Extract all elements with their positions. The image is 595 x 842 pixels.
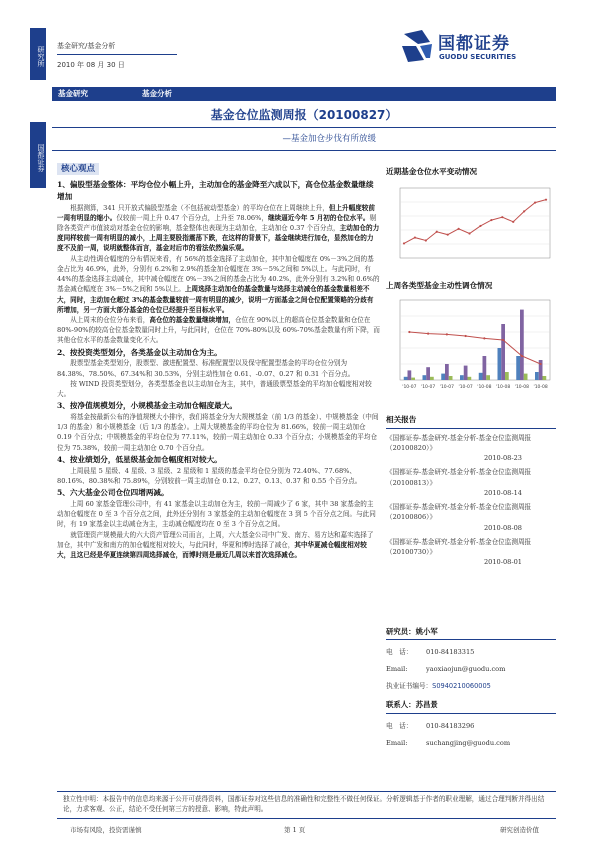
data-point — [468, 232, 470, 234]
related-report-title[interactable]: 《国都证券-基金研究-基金分析-基金仓位监测周报（20100730）》 — [386, 537, 532, 556]
body-paragraph — [57, 466, 380, 486]
chart-active-adjustment — [386, 294, 556, 406]
body-text: 上周晨星 5 星级、4 星级、3 星级、2 星级和 1 星级的基金平均仓位分别为 72.40%、77.68%、80.16%、80.38%和 75.89%，分别较前一周主动加仓 0.12、0.27、0.13、0.37 和 0.55 个百分点。 — [57, 466, 362, 485]
related-report-item[interactable] — [386, 467, 556, 498]
body-paragraph — [57, 530, 380, 561]
body-paragraph — [57, 412, 380, 453]
related-reports — [386, 414, 556, 571]
body-text: 仅较前一周上升 0.47 个百分点，上升至 78.06%， — [116, 213, 268, 222]
body-paragraph — [57, 315, 380, 346]
bar — [464, 366, 468, 380]
emphasis-text: 主动加仓的力度同样较前一周有明显的减小，上周主要股指震荡下跌，在这样的背景下，基金继续进行加仓，显然加仓的力度不及前一周，说明就整体而言，基金对后市的看法依然偏乐观。 — [57, 223, 380, 253]
breadcrumb: 基金研究/基金分析 — [57, 42, 116, 50]
bar — [426, 367, 430, 380]
tick-label: '10-08 — [514, 385, 530, 390]
related-report-date: 2010-08-08 — [483, 523, 522, 532]
tick-label: '10-07 — [402, 385, 417, 390]
report-date: 2010 年 08 月 30 日 — [57, 61, 125, 69]
logo-text-en: GUODU SECURITIES — [439, 53, 517, 61]
chart-frame — [400, 300, 550, 380]
chart1-title: 近期基金仓位水平变动情况 — [386, 167, 478, 176]
body-paragraph — [57, 379, 380, 399]
bar — [404, 377, 408, 380]
main-content — [57, 178, 380, 560]
subtitle-divider — [52, 150, 556, 151]
body-text: 从上周末的仓位分布来看， — [70, 315, 150, 324]
bar — [460, 375, 464, 380]
data-point — [436, 231, 438, 233]
related-report-item[interactable] — [386, 502, 556, 533]
chart2-title: 上周各类型基金主动性调仓情况 — [386, 281, 493, 290]
body-text: 剔除各类资产市值波动对基金仓位的影响，基金整体也表现为主动加仓，主动加仓 0.37 个百分点， — [57, 213, 377, 232]
body-paragraph — [57, 254, 380, 315]
bar — [516, 356, 520, 380]
chart-frame — [400, 188, 550, 258]
data-point — [446, 333, 448, 335]
tick-label: '10-08 — [495, 385, 511, 390]
bar — [543, 376, 547, 380]
related-report-item[interactable] — [386, 433, 556, 464]
bar — [486, 375, 490, 380]
data-point — [502, 339, 504, 341]
phone-number: 010-84183296 — [426, 721, 475, 730]
tick-label: '10-07 — [458, 385, 473, 390]
emphasis-text: 上周选择主动加仓的基金数量与选择主动减仓的基金数量相差不大，同时，主动加仓超过 3%的基金数量较前一周有明显的减少，说明一方面基金之间仓位配置策略的分歧有所增加，另一方面大部分基金的仓位已经提升至目标水平。 — [57, 285, 374, 314]
cert-label: 执业证书编号： — [386, 682, 433, 691]
body-text: 股票型基金类型划分，股票型、激进配置型、标准配置型以及保守配置型基金的平均仓位分别为 84.38%、78.50%、67.34%和 30.53%，分别主动性加仓 0.61、-0.07、0.27 和 0.31 个百分点。 — [57, 359, 355, 378]
body-text: 上周 60 家基金管理公司中，有 41 家基金以主动加仓为主，较前一周减少了 6 家，其中 38 家基金的主动加仓幅度在 0 至 3 个百分点之间，此外还分别有 3 家基金的主动加仓幅度在 3 到 5 个百分点之间。与此同时，有 19 家基金以主动减仓为主，主动减仓幅度均在 0 至 3 个百分点之间。 — [57, 499, 376, 529]
risk-notice: 市场有风险，投资需谨慎 — [70, 826, 142, 834]
phone-label: 电 话： — [386, 648, 413, 657]
bar — [468, 377, 472, 380]
data-point — [483, 337, 485, 339]
logo-text-cn: 国都证券 — [438, 34, 510, 54]
data-point — [521, 355, 523, 357]
bar — [501, 324, 505, 380]
bar — [441, 374, 445, 380]
contact-label: 联系人： — [386, 700, 416, 710]
section-heading: 5、六大基金公司仓位四增两减。 — [57, 488, 169, 498]
bar — [498, 348, 502, 380]
data-point — [414, 236, 416, 238]
related-report-title[interactable]: 《国都证券-基金研究-基金分析-基金仓位监测周报（20100806）》 — [386, 503, 532, 522]
data-point — [540, 363, 542, 365]
phone-number: 010-84183315 — [426, 648, 475, 657]
data-point — [403, 242, 405, 244]
data-point — [512, 221, 514, 223]
related-report-date: 2010-08-23 — [483, 454, 522, 463]
data-point — [408, 331, 410, 333]
bar — [535, 372, 539, 380]
series-line — [404, 200, 546, 244]
sidebar-research-label: 研究所 — [30, 28, 46, 80]
title-divider — [52, 127, 556, 128]
bar — [505, 372, 509, 380]
data-point — [490, 219, 492, 221]
data-point — [501, 216, 503, 218]
tagline: 研究创造价值 — [500, 826, 539, 834]
analyst-info — [386, 626, 556, 752]
data-point — [447, 234, 449, 236]
bar — [524, 374, 528, 380]
section-heading: 2、按投资类型划分，各类基金以主动加仓为主。 — [57, 347, 222, 357]
bar — [520, 310, 524, 380]
section-heading: 4、按业绩划分，低星级基金加仓幅度相对较大。 — [57, 454, 222, 464]
related-report-item[interactable] — [386, 537, 556, 568]
section-heading: 1、偏股型基金整体：平均仓位小幅上升，主动加仓的基金降至六成以下，高仓位基金数量继续增加 — [57, 180, 374, 201]
data-point — [545, 199, 547, 201]
category-band — [52, 87, 556, 101]
data-point — [427, 333, 429, 335]
body-text: 按 WIND 投资类型划分，各类型基金也以主动加仓为主，其中，普通股票型基金的平均加仓幅度相对较大。 — [57, 379, 372, 399]
data-point — [534, 201, 536, 203]
bar — [483, 356, 487, 380]
emphasis-text: 但上升幅度较前一周有明显的缩小。 — [57, 203, 375, 222]
bar — [408, 370, 412, 380]
chart-position-trend — [386, 180, 556, 270]
core-views-label: 核心观点 — [57, 163, 99, 175]
section-heading: 3、按净值规模划分，小规模基金主动加仓幅度最大。 — [57, 401, 237, 411]
divider — [57, 54, 177, 55]
data-point — [465, 335, 467, 337]
email-label: Email: — [386, 665, 408, 674]
email-address[interactable]: yaoxiaojun@guodu.com — [426, 665, 506, 674]
bar — [479, 373, 483, 380]
phone-label: 电 话： — [386, 721, 413, 730]
company-logo — [400, 28, 560, 72]
tick-label: '10-07 — [439, 385, 455, 390]
data-point — [458, 228, 460, 230]
analyst-label: 研究员： — [386, 627, 416, 636]
body-paragraph — [57, 499, 380, 530]
data-point — [479, 225, 481, 227]
related-report-date: 2010-08-14 — [483, 488, 522, 497]
emphasis-text: 其中华夏减仓幅度相对较大，且这已经是华夏连续第四周选择减仓，而博时则是最近几周以来首次选择减仓。 — [57, 540, 367, 559]
band-label-fund-research: 基金研究 — [58, 89, 88, 98]
report-subtitle: —基金加仓步伐有所放缓 — [282, 134, 376, 144]
cert-number: S0940210060005 — [432, 682, 491, 691]
data-point — [425, 239, 427, 241]
bar — [449, 376, 453, 380]
related-report-date: 2010-08-01 — [483, 558, 522, 567]
data-point — [523, 210, 525, 212]
disclaimer: 独立性申明：本报告中的信息均来源于公开可获得资料，国都证券对这些信息的准确性和完整性不做任何保证。分析逻辑基于作者的职业理解，通过合理判断并得出结论，力求客观、公正，结论不受任何第三方的授意、影响，特此声明。 — [57, 791, 556, 819]
body-text: 根据测算，341 只开放式偏股型基金（不包括被动型基金）的平均仓位在上周继续上升， — [70, 203, 329, 212]
related-report-title[interactable]: 《国都证券-基金研究-基金分析-基金仓位监测周报（20100813）》 — [386, 468, 532, 487]
emphasis-text: 高仓位的基金数量继续增加， — [149, 315, 236, 324]
email-label: Email: — [386, 738, 408, 747]
bar — [423, 375, 427, 380]
analyst-name: 姚小军 — [415, 627, 438, 636]
bar — [430, 377, 434, 380]
tick-label: '10-08 — [533, 385, 548, 390]
body-text: 从主动性调仓幅度的分布情况来看，有 56%的基金选择了主动加仓，其中加仓幅度在 0%－3%之间的基金占比为 46.9%，此外，分别有 6.2%和 2.9%的基金加仓幅度在 3%－5%之间和 5%以上。与此同时，有 44%的基金选择主动减仓，其中减仓幅度在 0%－3%之间的基金占比为 40.2%，此外分别有 3.2%和 0.6%的基金减仓幅度在 3%－5%之间和 5%以上。 — [57, 254, 380, 294]
page-number: 第 1 页 — [284, 826, 306, 834]
tick-label: '10-07 — [420, 385, 436, 390]
contact-name: 苏昌景 — [415, 700, 438, 710]
related-report-title[interactable]: 《国都证券-基金研究-基金分析-基金仓位监测周报（20100820）》 — [386, 433, 532, 452]
body-text: 就管理资产规模最大的六大资产管理公司而言，上周，六大基金公司中广发、南方、易方达和嘉实选择了加仓，其中广发和南方的加仓幅度相对较大，与此同时，华夏和博时选择了减仓， — [57, 530, 374, 549]
related-reports-title: 相关报告 — [386, 415, 417, 424]
tick-label: '10-08 — [477, 385, 492, 390]
logo-emblem-icon — [400, 28, 434, 64]
body-text: 将基金按最新公布的净值规模大小排序，我们将基金分为大规模基金（前 1/3 的基金）、中规模基金（中间 1/3 的基金）和小规模基金（后 1/3 的基金）。上周大规模基金的平均仓位为 81.66%，较前一周主动加仓 0.19 个百分点；中规模基金的平均仓位为 77.11%，较前一周主动加仓 0.33 个百分点；小规模基金的平均仓位为 75.38%，较前一周主动加仓 0.70 个百分点。 — [57, 413, 379, 452]
bar — [411, 378, 415, 380]
body-paragraph — [57, 203, 380, 254]
emphasis-text: 继续逼近今年 5 月初的仓位水平。 — [267, 213, 370, 222]
email-address[interactable]: suchangjing@guodu.com — [426, 738, 511, 747]
bar — [445, 364, 449, 380]
sidebar-brand-label: 国都证券 — [30, 122, 46, 188]
band-label-fund-analysis: 基金分析 — [142, 89, 172, 98]
body-paragraph — [57, 358, 380, 378]
report-title: 基金仓位监测周报（20100827） — [210, 108, 398, 122]
body-text: 仓位在 90%以上的超高仓位基金数量和仓位在 80%-90%的较高仓位基金数量同时上升，与此同时，仓位在 70%-80%以及 60%-70%基金数量有所下降，而其他仓位水平的基金数量变化不大。 — [57, 315, 380, 345]
